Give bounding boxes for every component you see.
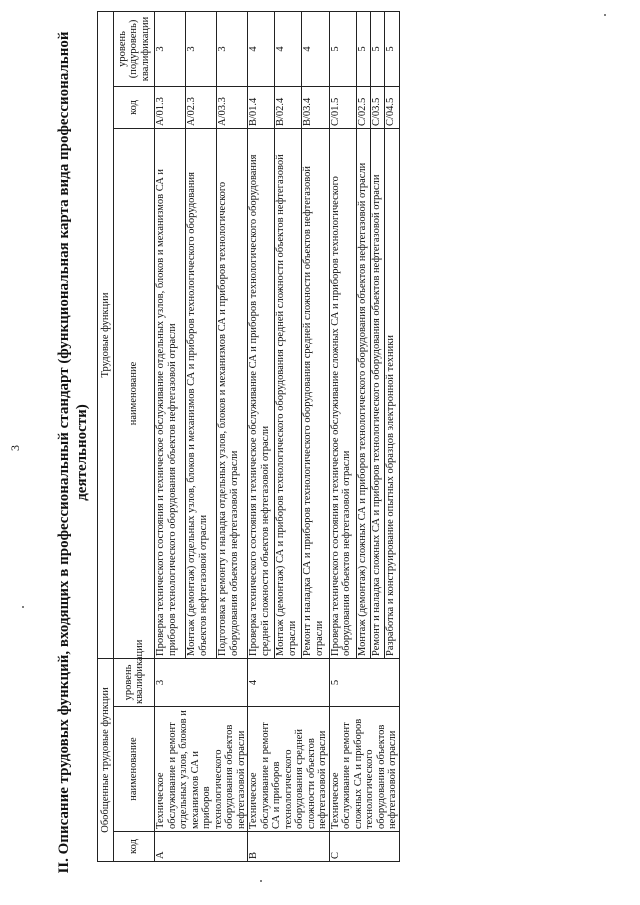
function-code: B/02.4 [275, 86, 302, 128]
function-level: 5 [385, 11, 399, 86]
function-code: C/02.5 [356, 86, 370, 128]
header-code: код [114, 832, 155, 862]
function-name: Монтаж (демонтаж) сложных СА и приборов технологического оборудования объектов нефтегазовой отрасли [356, 128, 370, 658]
header-tf-code: код [114, 86, 155, 128]
function-level: 3 [186, 11, 217, 86]
group-level: 4 [248, 658, 330, 706]
function-level: 3 [155, 11, 186, 86]
function-name: Монтаж (демонтаж) СА и приборов технологического оборудования средней сложности объектов нефтегазовой отрасли [275, 128, 302, 658]
group-name: Техническое обслуживание и ремонт отдельных узлов, блоков и механизмов СА и приборов технологического оборудования объектов нефтегазовой отрасли [155, 707, 248, 832]
header-generalized-functions: Обобщенные трудовые функции [98, 658, 114, 861]
functional-map-table [97, 11, 400, 862]
function-level: 4 [275, 11, 302, 86]
function-code: A/01.3 [155, 86, 186, 128]
header-level: уровень квалификации [114, 658, 155, 706]
scan-speck [604, 14, 606, 16]
group-name: Техническое обслуживание и ремонт сложных СА и приборов технологического оборудования объектов нефтегазовой отрасли [329, 707, 399, 832]
function-code: B/03.4 [302, 86, 329, 128]
function-name: Проверка технического состояния и техническое обслуживание СА и приборов технологического оборудования средней сложности объектов нефтегазовой отрасли [248, 128, 275, 658]
function-name: Монтаж (демонтаж) отдельных узлов, блоков и механизмов СА и приборов технологического оборудования объектов нефтегазовой отрасли [186, 128, 217, 658]
page-title: II. Описание трудовых функций, входящих в профессиональный стандарт (функциональная карта вида профессиональной деятельности) [56, 31, 90, 874]
scan-speck [260, 880, 262, 882]
function-code: B/01.4 [248, 86, 275, 128]
table-row [329, 11, 356, 861]
function-level: 4 [302, 11, 329, 86]
header-labor-functions: Трудовые функции [98, 11, 114, 658]
table-row [248, 11, 275, 861]
function-code: C/03.5 [371, 86, 385, 128]
function-level: 5 [356, 11, 370, 86]
group-code: A [155, 832, 248, 862]
header-tf-name: наименование [114, 128, 155, 658]
function-name: Проверка технического состояния и техническое обслуживание отдельных узлов, блоков и механизмов СА и приборов технологического оборудования объектов нефтегазовой отрасли [155, 128, 186, 658]
page-number: 3 [8, 445, 22, 451]
group-level: 5 [329, 658, 399, 706]
group-code: C [329, 832, 399, 862]
table-row [155, 11, 186, 861]
group-code: B [248, 832, 330, 862]
group-name: Техническое обслуживание и ремонт СА и приборов технологического оборудования средней сложности объектов нефтегазовой отрасли [248, 707, 330, 832]
function-name: Ремонт и наладка сложных СА и приборов технологического оборудования объектов нефтегазовой отрасли [371, 128, 385, 658]
function-level: 4 [248, 11, 275, 86]
function-name: Разработка и конструирование опытных образцов электронной техники [385, 128, 399, 658]
function-code: A/03.3 [217, 86, 248, 128]
function-level: 5 [329, 11, 356, 86]
function-level: 5 [371, 11, 385, 86]
function-name: Ремонт и наладка СА и приборов технологического оборудования средней сложности объектов нефтегазовой отрасли [302, 128, 329, 658]
scan-speck [22, 606, 24, 608]
function-code: A/02.3 [186, 86, 217, 128]
group-level: 3 [155, 658, 248, 706]
function-code: C/01.5 [329, 86, 356, 128]
function-code: C/04.5 [385, 86, 399, 128]
header-tf-level: уровень (подуровень) квалификации [114, 11, 155, 86]
header-name: наименование [114, 707, 155, 832]
function-name: Проверка технического состояния и техническое обслуживание сложных СА и приборов технологического оборудования объектов нефтегазовой отрасли [329, 128, 356, 658]
function-name: Подготовка к ремонту и наладка отдельных узлов, блоков и механизмов СА и приборов технологического оборудования объектов нефтегазовой отрасли [217, 128, 248, 658]
function-level: 3 [217, 11, 248, 86]
